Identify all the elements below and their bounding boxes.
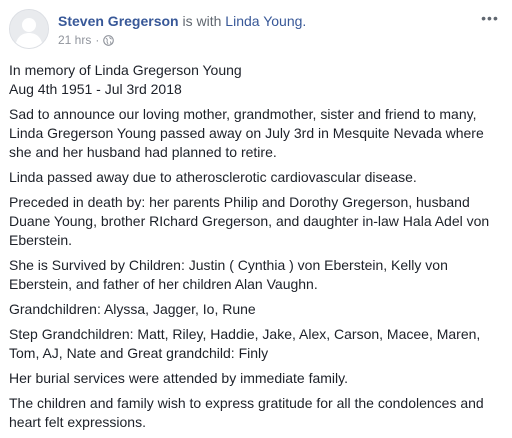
author-name-link[interactable]: Steven Gregerson [58, 13, 179, 29]
paragraph-burial: Her burial services were attended by immediate family. [9, 370, 348, 386]
post-meta [58, 33, 114, 47]
paragraph-announcement: Sad to announce our loving mother, grandmother, sister and friend to many, Linda Gregerson Young passed away on July 3rd in Mesquite Nevada where she and her husband had planned to retire. [9, 106, 484, 160]
avatar[interactable] [9, 9, 49, 49]
tagged-person-link[interactable]: Linda Young. [225, 13, 307, 29]
post-body [9, 61, 505, 438]
paragraph-grandchildren: Grandchildren: Alyssa, Jagger, Io, Rune [9, 301, 256, 317]
with-text: is with [182, 13, 222, 29]
paragraph-cause: Linda passed away due to atherosclerotic cardiovascular disease. [9, 169, 417, 185]
timestamp-link[interactable]: 21 hrs [58, 33, 92, 47]
meta-separator: · [95, 33, 100, 47]
post-header [58, 12, 306, 30]
paragraph-gratitude: The children and family wish to express gratitude for all the condolences and heart felt expressions. [9, 395, 484, 430]
default-person-avatar-icon [10, 10, 48, 48]
ellipsis-icon[interactable]: ••• [481, 10, 499, 26]
paragraph-step-grandchildren: Step Grandchildren: Matt, Riley, Haddie, Jake, Alex, Carson, Macee, Maren, Tom, AJ, Nate and Great grandchild: Finly [9, 326, 481, 361]
memorial-title: In memory of Linda Gregerson Young [9, 62, 242, 78]
memorial-dates: Aug 4th 1951 - Jul 3rd 2018 [9, 81, 182, 97]
globe-icon[interactable] [103, 35, 114, 46]
paragraph-survived: She is Survived by Children: Justin ( Cynthia ) von Eberstein, Kelly von Eberstein, and father of her children Alan Vaughn. [9, 257, 448, 292]
memorial-heading [9, 61, 505, 99]
paragraph-preceded: Preceded in death by: her parents Philip and Dorothy Gregerson, husband Duane Young, brother RIchard Gregerson, and daughter in-law Hala Adel von Eberstein. [9, 194, 490, 248]
